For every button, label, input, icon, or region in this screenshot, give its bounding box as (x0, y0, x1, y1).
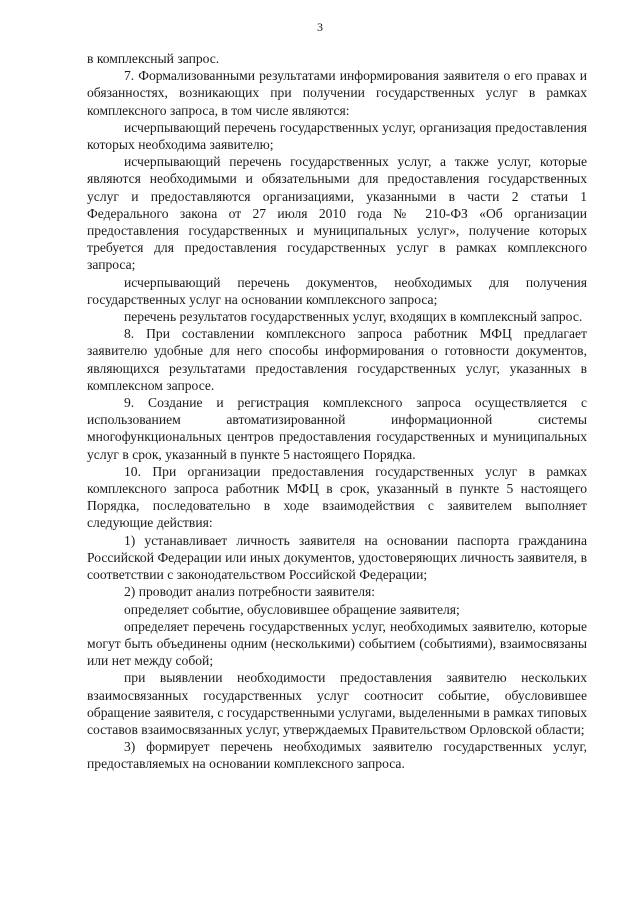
paragraph-subitem-3: 3) формирует перечень необходимых заявителю государственных услуг, предоставляемых на основании комплексного запроса. (87, 739, 587, 772)
paragraph-item-7: 7. Формализованными результатами информирования заявителя о его правах и обязанностях, возникающих при получении государственных услуг в рамках комплексного запроса, в том числе являются: (87, 68, 587, 118)
paragraph-subitem-1: 1) устанавливает личность заявителя на основании паспорта гражданина Российской Федерации или иных документов, удостоверяющих личность заявителя, в соответствии с законодательством Российской Федерации; (87, 532, 587, 583)
paragraph-services-and-required-list: исчерпывающий перечень государственных услуг, а также услуг, которые являются необходимыми и обязательными для предоставления государственных услуг и предоставляются организациями, указанными в части 2 статьи 1 Федерального закона от 27 июля 2010 года № 210-ФЗ «Об организации предоставления государственных и муниципальных услуг», получение которых требуется для предоставления государственных услуг в рамках комплексного запроса; (87, 154, 587, 273)
paragraph-services-needed: определяет перечень государственных услуг, необходимых заявителю, которые могут быть объединены одним (несколькими) событием (событиями), взаимосвязаны или нет между собой; (87, 618, 587, 669)
paragraph-documents-list: исчерпывающий перечень документов, необходимых для получения государственных услуг на основании комплексного запроса; (87, 274, 587, 307)
paragraph-results-list: перечень результатов государственных услуг, входящих в комплексный запрос. (124, 309, 583, 325)
paragraph-item-9: 9. Создание и регистрация комплексного запроса осуществляется с использованием автоматизированной информационной системы многофункциональных центров предоставления государственных и муниципальных услуг в срок, указанный в пункте 5 настоящего Порядка. (87, 395, 587, 462)
paragraph-event: определяет событие, обусловившее обращение заявителя; (124, 601, 460, 617)
paragraph-subitem-2: 2) проводит анализ потребности заявителя: (124, 584, 376, 600)
paragraph-item-10: 10. При организации предоставления государственных услуг в рамках комплексного запроса работник МФЦ в срок, указанный в пункте 5 настоящего Порядка, последовательно в ходе взаимодействия с заявителем выполняет следующие действия: (87, 463, 587, 531)
paragraph-item-8: 8. При составлении комплексного запроса работник МФЦ предлагает заявителю удобные для него способы информирования о готовности документов, являющихся результатами предоставления государственных услуг, указанных в комплексном запросе. (87, 326, 587, 393)
paragraph-related-services: при выявлении необходимости предоставления заявителю нескольких взаимосвязанных государственных услуг соотносит событие, обусловившее обращение заявителя, с государственными услугами, выделенными в рамках типовых составов взаимосвязанных услуг, утверждаемых Правительством Орловской области; (87, 670, 587, 737)
paragraph-services-list: исчерпывающий перечень государственных услуг, организация предоставления которых необходима заявителю; (87, 119, 587, 153)
document-body (87, 50, 587, 773)
paragraph-continuation: в комплексный запрос. (87, 51, 220, 66)
page-number: 3 (317, 20, 323, 34)
